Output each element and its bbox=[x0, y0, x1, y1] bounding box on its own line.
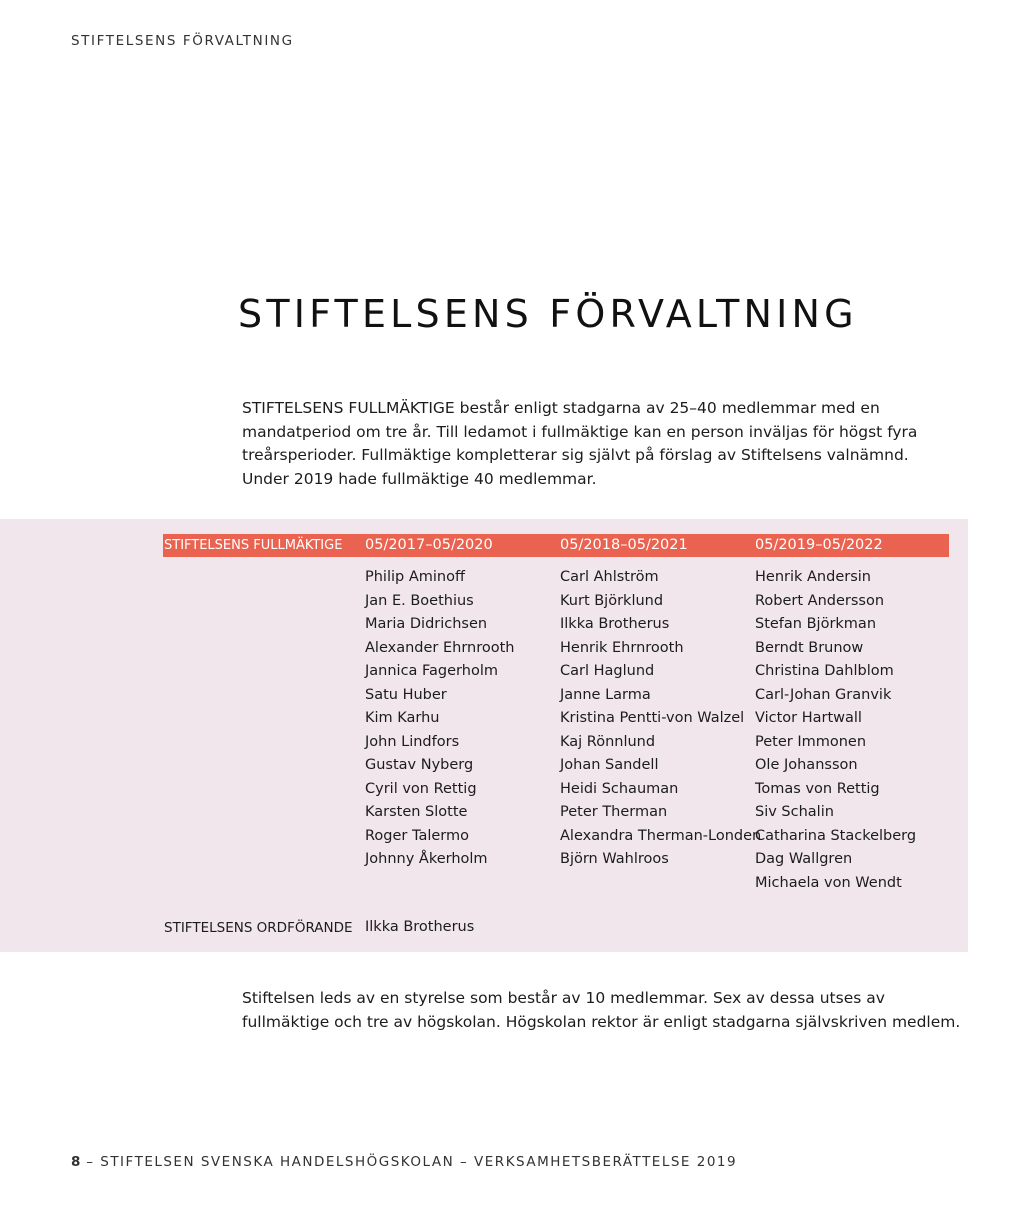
page-footer bbox=[71, 1154, 737, 1170]
member-name: Ilkka Brotherus bbox=[560, 616, 670, 632]
member-name: Roger Talermo bbox=[365, 827, 469, 844]
chair-name: Ilkka Brotherus bbox=[365, 919, 475, 935]
member-name: Alexander Ehrnrooth bbox=[365, 639, 515, 656]
member-name: Björn Wahlroos bbox=[560, 851, 669, 867]
page-number: 8 bbox=[71, 1154, 81, 1170]
member-name: Johan Sandell bbox=[560, 757, 659, 773]
member-name: Christina Dahlblom bbox=[755, 663, 894, 679]
member-name: Satu Huber bbox=[365, 686, 447, 703]
footer-text: – STIFTELSEN SVENSKA HANDELSHÖGSKOLAN – VERKSAMHETSBERÄTTELSE 2019 bbox=[86, 1154, 738, 1170]
column-header-period: 05/2017–05/2020 bbox=[365, 537, 493, 553]
member-name: Karsten Slotte bbox=[365, 804, 468, 820]
member-name: Carl Haglund bbox=[560, 663, 655, 679]
running-head: STIFTELSENS FÖRVALTNING bbox=[71, 33, 294, 49]
member-name: Janne Larma bbox=[560, 686, 651, 703]
member-name: Kaj Rönnlund bbox=[560, 733, 656, 750]
member-list bbox=[560, 566, 761, 872]
column-header-period: 05/2019–05/2022 bbox=[755, 537, 883, 553]
member-name: Kristina Pentti-von Walzel bbox=[560, 710, 745, 726]
member-name: Jannica Fagerholm bbox=[365, 663, 498, 679]
member-name: Peter Therman bbox=[560, 804, 668, 820]
member-name: Carl Ahlström bbox=[560, 569, 659, 585]
member-name: Dag Wallgren bbox=[755, 851, 853, 867]
member-name: Berndt Brunow bbox=[755, 639, 864, 656]
page-title: STIFTELSENS FÖRVALTNING bbox=[238, 292, 858, 336]
member-name: John Lindfors bbox=[365, 733, 460, 750]
table-header-row bbox=[163, 534, 949, 557]
member-name: Maria Didrichsen bbox=[365, 616, 488, 632]
member-list bbox=[755, 566, 916, 895]
member-name: Victor Hartwall bbox=[755, 710, 862, 726]
column-header-period: 05/2018–05/2021 bbox=[560, 537, 688, 553]
intro-paragraph: STIFTELSENS FULLMÄKTIGE består enligt stadgarna av 25–40 medlemmar med en mandatperiod om tre år. Till ledamot i fullmäktige kan en person inväljas för högst fyra treårsperioder. Fullmäktige kompletterar sig självt på förslag av Stiftelsens valnämnd. Under 2019 hade fullmäktige 40 medlemmar. bbox=[242, 399, 918, 488]
member-name: Cyril von Rettig bbox=[365, 780, 477, 797]
member-list bbox=[365, 566, 514, 872]
table-label: STIFTELSENS FULLMÄKTIGE bbox=[164, 538, 343, 553]
member-name: Carl-Johan Granvik bbox=[755, 686, 892, 703]
member-name: Henrik Ehrnrooth bbox=[560, 639, 684, 656]
member-name: Philip Aminoff bbox=[365, 569, 465, 585]
member-name: Michaela von Wendt bbox=[755, 874, 902, 891]
member-name: Henrik Andersin bbox=[755, 569, 871, 585]
member-name: Gustav Nyberg bbox=[365, 757, 474, 773]
member-name: Alexandra Therman-Londen bbox=[560, 827, 762, 844]
member-name: Robert Andersson bbox=[755, 592, 885, 609]
chair-label: STIFTELSENS ORDFÖRANDE bbox=[164, 920, 353, 936]
member-name: Siv Schalin bbox=[755, 804, 834, 820]
member-name: Tomas von Rettig bbox=[755, 780, 880, 797]
member-name: Johnny Åkerholm bbox=[365, 851, 488, 867]
member-name: Ole Johansson bbox=[755, 757, 858, 773]
member-name: Heidi Schauman bbox=[560, 780, 679, 797]
member-name: Peter Immonen bbox=[755, 733, 867, 750]
member-name: Jan E. Boethius bbox=[365, 592, 474, 609]
member-name: Catharina Stackelberg bbox=[755, 827, 917, 844]
member-name: Stefan Björkman bbox=[755, 616, 877, 632]
member-name: Kim Karhu bbox=[365, 710, 440, 726]
member-name: Kurt Björklund bbox=[560, 592, 664, 609]
board-paragraph: Stiftelsen leds av en styrelse som består av 10 medlemmar. Sex av dessa utses av fullmäktige och tre av högskolan. Högskolan rektor är enligt stadgarna självskriven medlem. bbox=[242, 989, 961, 1031]
